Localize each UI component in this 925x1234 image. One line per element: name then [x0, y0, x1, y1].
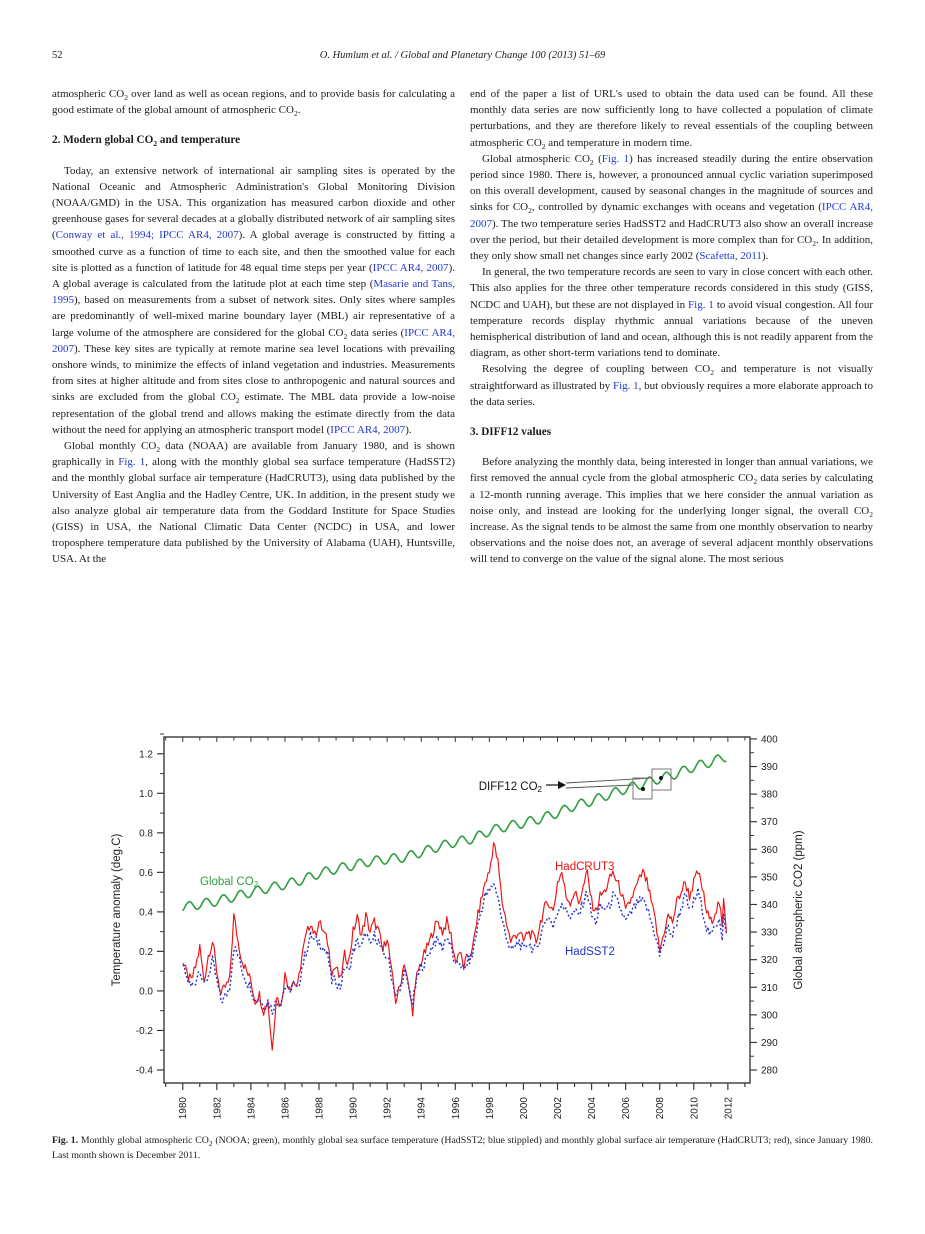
subscript: 2	[812, 239, 816, 249]
paragraph	[470, 86, 873, 151]
paragraph	[470, 264, 873, 361]
svg-text:1994: 1994	[416, 1097, 428, 1120]
svg-text:DIFF12 CO2: DIFF12 CO2	[478, 781, 542, 794]
svg-text:1988: 1988	[314, 1097, 326, 1120]
body-text: ). The two temperature series HadSST2 and HadCRUT3 also show an overall increase over the period, but their detailed development is more complex than for CO	[470, 217, 873, 246]
subscript: 2	[343, 331, 348, 341]
svg-text:0.2: 0.2	[139, 946, 153, 958]
svg-text:2002: 2002	[553, 1097, 565, 1120]
svg-text:0.0: 0.0	[139, 986, 153, 998]
citation-link[interactable]: Conway et al., 1994; IPCC AR4, 2007	[55, 229, 239, 242]
citation-link[interactable]: Fig. 1	[688, 298, 714, 311]
x-axis	[166, 737, 745, 1119]
section-heading	[52, 132, 455, 148]
body-text: .	[297, 104, 301, 117]
section-heading	[470, 424, 873, 440]
svg-text:340: 340	[761, 899, 778, 911]
svg-text:Global atmospheric CO2 (ppm): Global atmospheric CO2 (ppm)	[793, 830, 805, 990]
svg-text:-0.4: -0.4	[135, 1065, 153, 1077]
citation-link[interactable]: IPCC AR4, 2007	[52, 326, 456, 355]
subscript: 2	[235, 396, 240, 406]
body-text: increase. As the signal tends to be almost the same from one monthly observation to nearby observations and the noise does not, an average of several adjacent monthly observations will tend to converge on the value of the signal alone. The most serious	[470, 521, 873, 566]
svg-text:2012: 2012	[723, 1097, 735, 1120]
series-label: Global CO2	[200, 876, 259, 889]
body-text: atmospheric CO	[52, 88, 125, 100]
paragraph	[52, 86, 455, 118]
svg-text:1992: 1992	[382, 1097, 394, 1120]
svg-text:400: 400	[761, 734, 778, 746]
subscript: 2	[589, 158, 594, 167]
body-text: data series (	[347, 326, 405, 339]
body-text: estimate. The MBL data provide a low-noise representation of the global trend and allows making the estimate directly from the data without the need for applying an atmospheric transport model (	[52, 391, 455, 436]
subscript: 2	[153, 139, 158, 149]
body-text: ).	[761, 250, 769, 263]
citation-link[interactable]: Fig. 1	[612, 379, 639, 392]
body-text: data (NOAA) are available from January 1980, and is shown graphically in	[52, 440, 455, 469]
y-axis-left	[111, 734, 164, 1076]
body-text: 2. Modern global CO	[52, 134, 154, 147]
body-text: ) has increased steadily during the entire observation period since 1980. There is, however, a pronounced annual cyclic variation superimposed on this overall development, caused by seasonal changes in the magnitude of sources and sinks for CO	[470, 152, 873, 214]
svg-text:360: 360	[761, 844, 778, 856]
citation-link[interactable]: Scafetta, 2011	[699, 250, 762, 263]
hadsst2-series	[183, 884, 727, 1014]
body-text: ), based on measurements from a subset of network sites. Only sites where samples are predominantly of well-mixed marine boundary layer (MBL) air representative of a large volume of the atmosphere are considered for the global CO	[52, 294, 455, 339]
body-text: Today, an extensive network of international air sampling sites is operated by the National Oceanic and Atmospheric Administration's Global Monitoring Division (NOAA/GMD) in the USA. This organization has measured carbon dioxide and other greenhouse gases for several decades at a globally distributed network of air sampling sites (	[52, 164, 455, 242]
svg-text:280: 280	[761, 1065, 778, 1077]
body-text: 3. DIFF12 values	[470, 426, 552, 439]
body-text: and temperature	[157, 134, 241, 147]
subscript: 2	[293, 109, 298, 119]
series-label: HadSST2	[565, 946, 615, 958]
citation-link[interactable]: IPCC AR4, 2007	[372, 261, 449, 274]
citation-link[interactable]: Fig. 1	[601, 152, 630, 165]
subscript: 2	[124, 93, 128, 103]
svg-text:1996: 1996	[450, 1097, 462, 1120]
y-axis-right	[750, 734, 805, 1076]
svg-text:2008: 2008	[655, 1097, 667, 1120]
svg-text:320: 320	[761, 955, 778, 967]
svg-text:0.6: 0.6	[139, 867, 153, 879]
svg-text:330: 330	[761, 927, 778, 939]
body-text: Global atmospheric CO	[482, 152, 590, 165]
svg-text:2000: 2000	[518, 1097, 530, 1120]
svg-text:1.0: 1.0	[139, 788, 153, 800]
subscript: 2	[541, 141, 546, 151]
body-text: In general, the two temperature records are seen to vary in close concert with each other. This also applies for the three other temperature records considered in this study (GISS, NCDC and UAH), but these are not displayed in	[470, 266, 873, 311]
fig1-chart	[100, 733, 830, 1133]
subscript: 2	[710, 368, 714, 378]
svg-text:2004: 2004	[587, 1097, 599, 1120]
body-text: Before analyzing the monthly data, being interested in longer than annual variations, we first removed the annual cycle from the global atmospheric CO	[470, 456, 873, 485]
citation-link[interactable]: Masarie and Tans, 1995	[52, 278, 455, 307]
diff12-annotation	[479, 769, 671, 799]
figure-1	[100, 733, 830, 1133]
svg-text:380: 380	[761, 789, 778, 801]
svg-text:2006: 2006	[621, 1097, 633, 1120]
body-text: . In addition, they only show small net changes since early 2002 (	[470, 233, 873, 263]
hadcrut3-series	[183, 843, 727, 1050]
running-head: O. Humlum et al. / Global and Planetary Change 100 (2013) 51–69	[319, 50, 606, 61]
svg-text:390: 390	[761, 762, 778, 774]
svg-text:2010: 2010	[689, 1097, 701, 1120]
body-text: and temperature is not visually straightforward as illustrated by	[470, 363, 873, 392]
svg-text:1.2: 1.2	[139, 749, 153, 761]
svg-text:Temperature anomaly (deg.C): Temperature anomaly (deg.C)	[111, 833, 123, 987]
page-number: 52	[52, 50, 63, 61]
svg-text:1986: 1986	[280, 1097, 292, 1120]
svg-text:1980: 1980	[178, 1097, 190, 1120]
svg-text:350: 350	[761, 872, 778, 884]
text-column-right	[470, 86, 873, 568]
body-text: to avoid visual congestion. All four temperature records display rhythmic annual variations because of the uneven hemispherical distribution of land and ocean, although this is not readily apparent from the diagram, as other short-term variations tend to dominate.	[470, 298, 874, 360]
citation-link[interactable]: IPCC AR4, 2007	[470, 201, 873, 230]
body-text: end of the paper a list of URL's used to obtain the data used can be found. All these monthly data series are now sufficiently long to have collected a population of climate perturbations, and they are therefore likely to reveal essentials of the coupling between atmospheric CO	[470, 88, 873, 149]
caption-label: Fig. 1.	[52, 1135, 79, 1146]
body-text: ). These key sites are typically at remote marine sea level locations with prevailing onshore winds, to minimize the effects of inland vegetation and industries. Measurements from sites at higher altitude and from sites close to anthropogenic and natural sources and sinks are excluded from the global CO	[52, 342, 455, 404]
svg-text:1982: 1982	[212, 1097, 224, 1120]
paragraph	[52, 163, 455, 438]
body-text: Monthly global atmospheric CO	[78, 1135, 209, 1146]
paragraph	[470, 151, 873, 264]
paragraph	[470, 361, 873, 410]
paragraph	[52, 438, 455, 568]
text-column-left	[52, 86, 455, 568]
body-text: over land as well as ocean regions, and to provide basis for calculating a good estimate of the global amount of atmospheric CO	[52, 88, 455, 117]
citation-link[interactable]: Fig. 1	[118, 456, 146, 469]
body-text: , along with the monthly global sea surface temperature (HadSST2) and the monthly global surface air temperature (HadCRUT3), using data published by the University of East Anglia and the Hadley Centre, UK. In addition, in the present study we also analyze global air temperature data from the Goddard Institute for Space Studies (GISS) in USA, the National Climatic Data Center (NCDC) in USA, and lower troposphere temperature data published by the University of Alabama (UAH), Huntsville, USA. At the	[52, 456, 455, 566]
body-text: Resolving the degree of coupling between CO	[482, 363, 711, 376]
body-text: , controlled by dynamic exchanges with oceans and vegetation (	[531, 201, 822, 214]
svg-text:290: 290	[761, 1037, 778, 1049]
svg-text:300: 300	[761, 1010, 778, 1022]
svg-text:1998: 1998	[484, 1097, 496, 1120]
citation-link[interactable]: IPCC AR4, 2007	[330, 423, 406, 436]
body-text: ). A global average is calculated from the latitude plot at each time step (	[52, 261, 455, 291]
subscript: 2	[869, 510, 873, 520]
svg-text:0.8: 0.8	[139, 828, 153, 840]
subscript: 2	[753, 477, 758, 487]
body-text: ). A global average is constructed by fitting a smoothed curve as a function of time to each site, and then the smoothed value for each site is plotted as a function of latitude for 48 equal time steps per year (	[52, 229, 455, 274]
body-text: (	[593, 152, 602, 165]
svg-text:370: 370	[761, 817, 778, 829]
series-label: HadCRUT3	[555, 861, 615, 873]
body-text: ).	[405, 423, 412, 436]
body-text: Global monthly CO	[64, 440, 157, 453]
subscript: 2	[156, 445, 161, 455]
svg-text:310: 310	[761, 982, 778, 994]
svg-text:0.4: 0.4	[139, 907, 153, 919]
subscript: 2	[528, 206, 532, 216]
body-text: data series by calculating a 12-month running average. This implies that we here consider the annual variation as noise only, and instead are looking for the underlying longer signal, the overall CO	[470, 472, 873, 517]
figure-1-caption	[52, 1134, 873, 1163]
body-text: , but obviously requires a more elaborate approach to the data series.	[470, 379, 873, 408]
body-text: and temperature in modern time.	[545, 136, 693, 149]
paragraph	[470, 454, 873, 567]
subscript: 2	[208, 1138, 213, 1148]
svg-text:1984: 1984	[246, 1097, 258, 1120]
svg-text:-0.2: -0.2	[135, 1025, 153, 1037]
body-text: (NOOA; green), monthly global sea surface temperature (HadSST2; blue stippled) and monthly global surface air temperature (HadCRUT3; red), since January 1980. Last month shown is December 2011.	[52, 1135, 873, 1161]
svg-text:1990: 1990	[348, 1097, 360, 1120]
